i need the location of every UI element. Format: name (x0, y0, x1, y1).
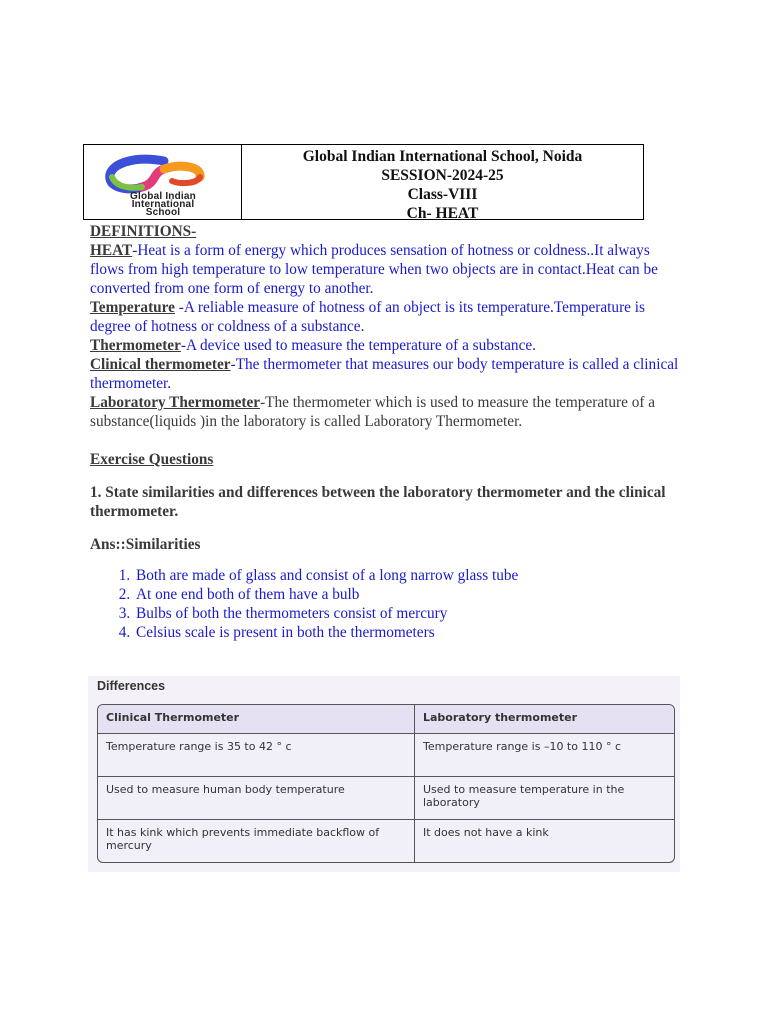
def-thermometer: Thermometer-A device used to measure the temperature of a substance. (90, 337, 536, 354)
document-body (90, 222, 680, 642)
def-temperature: Temperature -A reliable measure of hotness of an object is its temperature.Temperature is degree of hotness or coldness of a substance. (90, 299, 645, 335)
question-1: 1. State similarities and differences between the laboratory thermometer and the clinical thermometer. (90, 484, 666, 520)
school-logo-icon (102, 153, 222, 195)
similarities-list (90, 566, 680, 642)
table-row (98, 820, 674, 862)
table-cell: It has kink which prevents immediate backflow of mercury (98, 820, 415, 862)
def-clinical: Clinical thermometer-The thermometer that measures our body temperature is called a clinical thermometer. (90, 356, 679, 392)
term-laboratory: Laboratory Thermometer (90, 394, 261, 411)
class: Class-VIII (407, 186, 478, 203)
list-item: 1. Both are made of glass and consist of a long narrow glass tube (134, 566, 680, 585)
table-row (98, 777, 674, 820)
def-laboratory: Laboratory Thermometer-The thermometer which is used to measure the temperature of a substance(liquids )in the laboratory is called Laboratory Thermometer. (90, 394, 656, 430)
differences-title: Differences (97, 679, 166, 693)
def-heat: HEAT-Heat is a form of energy which produces sensation of hotness or coldness..It always flows from high temperature to low temperature when two objects are in contact.Heat can be converted from one form of energy to another. (90, 242, 658, 297)
table-header-row (98, 705, 674, 734)
table-cell: Used to measure temperature in the laboratory (415, 777, 674, 820)
list-item: 4. Celsius scale is present in both the thermometers (134, 623, 680, 642)
term-heat: HEAT (90, 242, 133, 259)
school-name: Global Indian International School, Noida (302, 148, 583, 165)
logo-text: Global Indian International School (130, 191, 196, 218)
term-thermometer: Thermometer (90, 337, 181, 354)
logo-cell (84, 145, 242, 219)
table-row (98, 734, 674, 777)
answer-label: Ans::Similarities (90, 536, 201, 553)
table-cell: Temperature range is 35 to 42 ° c (98, 734, 415, 777)
session: SESSION-2024-25 (381, 167, 504, 184)
header-table (83, 144, 644, 220)
differences-table (97, 704, 675, 863)
school-title (242, 145, 643, 222)
table-cell: It does not have a kink (423, 826, 549, 839)
term-clinical: Clinical thermometer (90, 356, 231, 373)
table-cell: Used to measure human body temperature (98, 777, 415, 820)
list-item: 2. At one end both of them have a bulb (134, 585, 680, 604)
chapter: Ch- HEAT (406, 205, 479, 222)
table-cell: Temperature range is –10 to 110 ° c (415, 734, 674, 777)
differences-panel (88, 676, 680, 872)
exercise-heading: Exercise Questions (90, 451, 214, 468)
term-temperature: Temperature (90, 299, 175, 316)
definitions-heading: DEFINITIONS- (90, 223, 197, 240)
header-clinical: Clinical Thermometer (98, 705, 415, 734)
list-item: 3. Bulbs of both the thermometers consist of mercury (134, 604, 680, 623)
header-laboratory: Laboratory thermometer (415, 705, 674, 734)
